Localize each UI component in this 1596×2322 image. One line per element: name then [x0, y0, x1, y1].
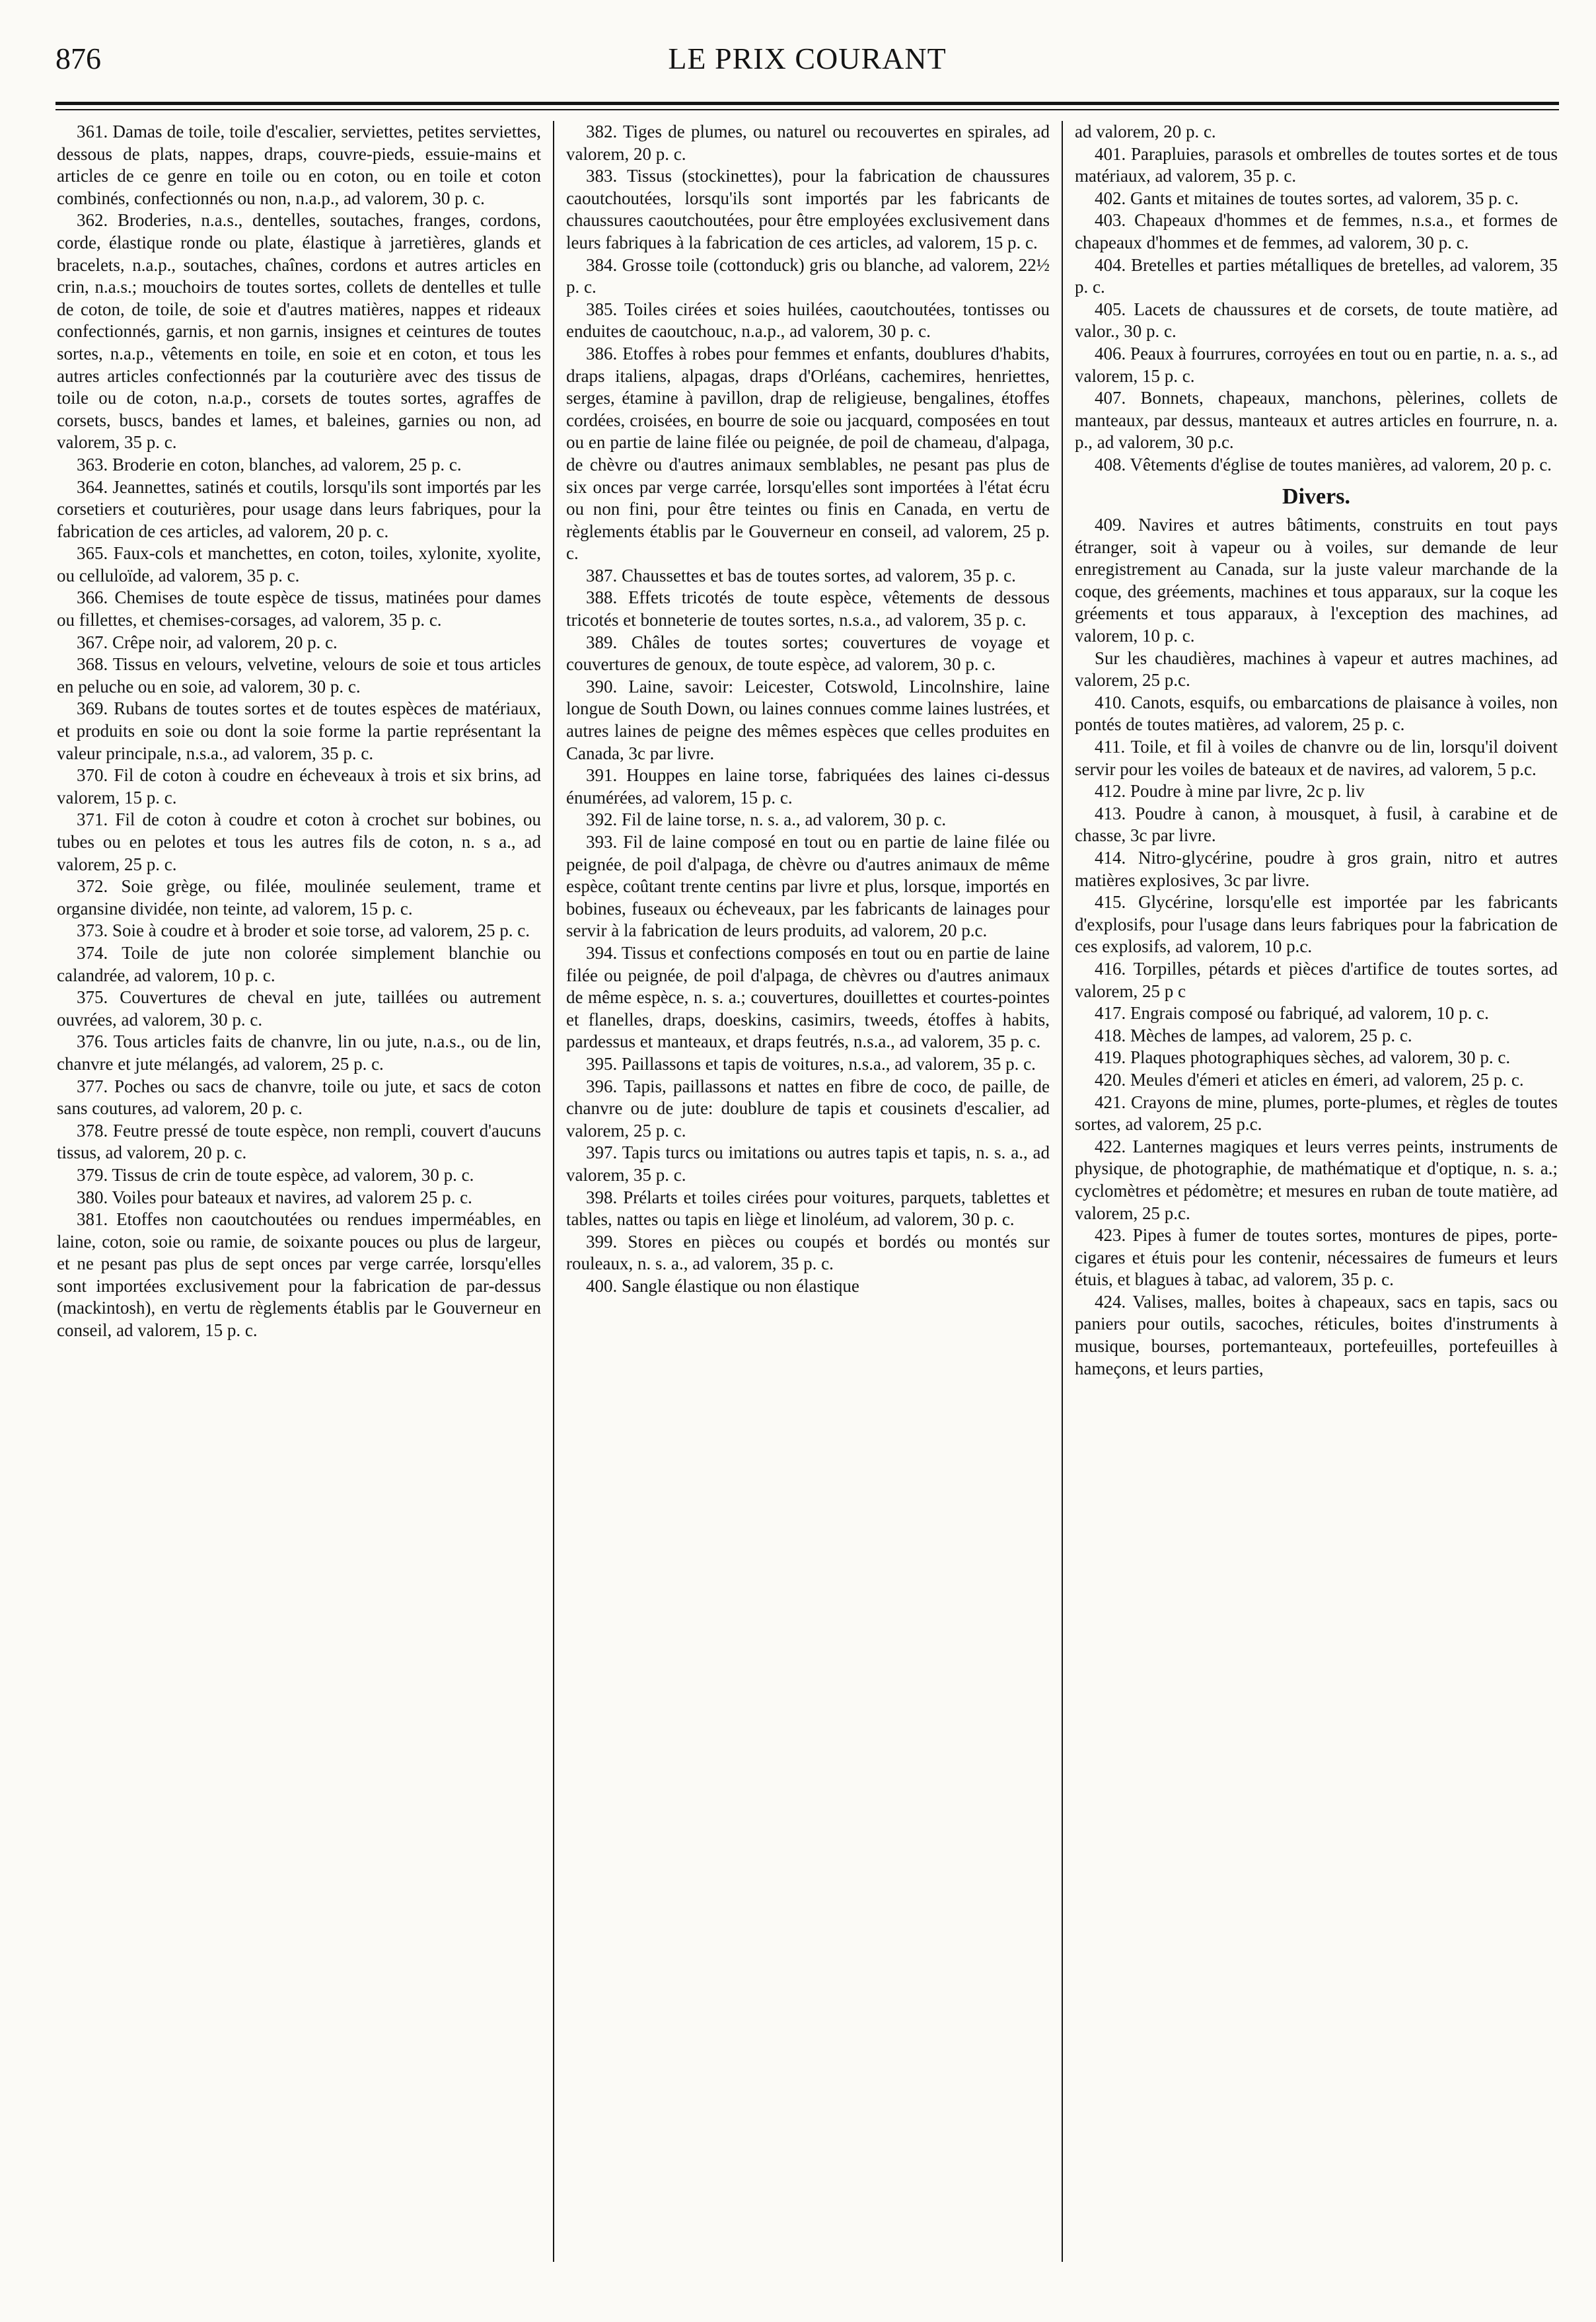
tariff-item: 394. Tissus et confections composés en tout ou en partie de laine filée ou peignée, de poil d'alpaga, de chèvres ou d'autres animaux de même espèce, n. s. a.; couvertures, douillettes et courtes-pointes et flanelles, draps, doeskins, casimirs, tweeds, étoffes à habits, pardessus et manteaux, et draps feutrés, n.s.a., ad valorem, 35 p. c.	[566, 942, 1050, 1052]
column-middle	[554, 121, 1063, 2262]
tariff-item: 403. Chapeaux d'hommes et de femmes, n.s.a., et formes de chapeaux d'hommes et de femmes, ad valorem, 30 p. c.	[1075, 210, 1558, 252]
tariff-item: 377. Poches ou sacs de chanvre, toile ou jute, et sacs de coton sans coutures, ad valorem, 20 p. c.	[57, 1076, 541, 1119]
tariff-item: 399. Stores en pièces ou coupés et bordés ou montés sur rouleaux, n. s. a., ad valorem, 35 p. c.	[566, 1231, 1050, 1274]
tariff-item: 390. Laine, savoir: Leicester, Cotswold, Lincolnshire, laine longue de South Down, ou laines connues comme laines lustrées, et autres laines de peigne des mêmes espèces que celles produites en Canada, 3c par livre.	[566, 676, 1050, 763]
tariff-item: 380. Voiles pour bateaux et navires, ad valorem 25 p. c.	[77, 1187, 472, 1207]
tariff-item: 365. Faux-cols et manchettes, en coton, toiles, xylonite, xyolite, ou celluloïde, ad valorem, 35 p. c.	[57, 543, 541, 585]
tariff-item: 414. Nitro-glycérine, poudre à gros grain, nitro et autres matières explosives, 3c par livre.	[1075, 848, 1558, 890]
tariff-item: 408. Vêtements d'église de toutes manières, ad valorem, 20 p. c.	[1095, 454, 1552, 474]
tariff-item: 382. Tiges de plumes, ou naturel ou recouvertes en spirales, ad valorem, 20 p. c.	[566, 122, 1050, 164]
tariff-item: 411. Toile, et fil à voiles de chanvre ou de lin, lorsqu'il doivent servir pour les voiles de bateaux et de navires, ad valorem, 5 p.c.	[1075, 737, 1558, 779]
tariff-item: 373. Soie à coudre et à broder et soie torse, ad valorem, 25 p. c.	[77, 920, 530, 941]
tariff-item: 367. Crêpe noir, ad valorem, 20 p. c.	[77, 632, 338, 652]
tariff-item: 396. Tapis, paillassons et nattes en fibre de coco, de paille, de chanvre ou de jute: doublure de tapis et cousinets d'escalier, ad valorem, 25 p. c.	[566, 1076, 1050, 1141]
tariff-item: 404. Bretelles et parties métalliques de bretelles, ad valorem, 35 p. c.	[1075, 254, 1558, 297]
tariff-item: 405. Lacets de chaussures et de corsets, de toute matière, ad valor., 30 p. c.	[1075, 299, 1558, 342]
column-left	[55, 121, 554, 2262]
tariff-item: 388. Effets tricotés de toute espèce, vêtements de dessous tricotés et bonneterie de toutes sortes, n.s.a., ad valorem, 35 p. c.	[566, 587, 1050, 630]
column-middle-paragraphs	[566, 121, 1050, 1297]
column-right-paragraphs-bottom	[1075, 514, 1558, 1380]
tariff-item: 415. Glycérine, lorsqu'elle est importée par les fabricants d'explosifs, pour l'usage dans leurs fabriques pour la fabrication de ces explosifs, ad valorem, 10 p.c.	[1075, 892, 1558, 957]
tariff-item: 364. Jeannettes, satinés et coutils, lorsqu'ils sont importés par les corsetiers et couturières, pour usage dans leurs fabriques, pour la fabrication de ces articles, ad valorem, 20 p. c.	[57, 476, 541, 541]
tariff-item: 372. Soie grège, ou filée, moulinée seulement, trame et organsine dividée, non teinte, ad valorem, 15 p. c.	[57, 876, 541, 918]
section-heading-divers: Divers.	[1282, 484, 1350, 509]
tariff-item: 378. Feutre pressé de toute espèce, non rempli, couvert d'aucuns tissus, ad valorem, 20 p. c.	[57, 1120, 541, 1163]
tariff-item: 402. Gants et mitaines de toutes sortes, ad valorem, 35 p. c.	[1095, 188, 1519, 208]
tariff-item: 374. Toile de jute non colorée simplement blanchie ou calandrée, ad valorem, 10 p. c.	[57, 942, 541, 985]
tariff-item: 416. Torpilles, pétards et pièces d'artifice de toutes sortes, ad valorem, 25 p c	[1075, 958, 1558, 1001]
tariff-item: 412. Poudre à mine par livre, 2c p. liv	[1095, 781, 1365, 802]
tariff-item: 386. Etoffes à robes pour femmes et enfants, doublures d'habits, draps italiens, alpagas, draps d'Orléans, cachemires, henriettes, serges, étamine à pavillon, drap de religieuse, bengalines, étoffes cordées, croisées, en bourre de soie ou jacquard, composées en tout ou en partie de laine filée ou peignée, de poil de chameau, d'alpaga, de chèvre ou d'autres animaux semblables, ne pesant pas plus de six onces par verge carrée, lorsqu'elles sont importées à l'état écru ou non fini, pour être teintes ou finis en Canada, en vertu de règlements établis par le Gouverneur en conseil, ad valorem, 25 p. c.	[566, 343, 1050, 564]
tariff-item: 423. Pipes à fumer de toutes sortes, montures de pipes, porte-cigares et étuis pour les contenir, nécessaires de fumeurs et leurs étuis, et blagues à tabac, ad valorem, 35 p. c.	[1075, 1225, 1558, 1290]
tariff-item: 363. Broderie en coton, blanches, ad valorem, 25 p. c.	[77, 454, 462, 474]
tariff-item: 406. Peaux à fourrures, corroyées en tout ou en partie, n. a. s., ad valorem, 15 p. c.	[1075, 343, 1558, 386]
tariff-item: Sur les chaudières, machines à vapeur et autres machines, ad valorem, 25 p.c.	[1075, 648, 1558, 691]
tariff-item: 362. Broderies, n.a.s., dentelles, soutaches, franges, cordons, corde, élastique ronde ou plate, élastique à jarretières, glands et bracelets, n.a.p., soutaches, chaînes, cordons et autres articles en crin, n.a.s.; mouchoirs de toutes sortes, collets de dentelles et tulle de coton, de toile, de soie et d'autres matières, nappes et rideaux confectionnés, garnis, et non garnis, insignes et ceintures de toutes sortes, n.a.p., vêtements en toile, en soie et en coton, et tous les autres articles confectionnés par la couturière avec des tissus de toile ou de coton, n.a.p., corsets de toutes sortes, agraffes de corsets, buscs, bandes et lames, et baleines, garnies ou non, ad valorem, 35 p. c.	[57, 210, 541, 453]
tariff-item: 397. Tapis turcs ou imitations ou autres tapis et tapis, n. s. a., ad valorem, 35 p. c.	[566, 1142, 1050, 1185]
tariff-item: 393. Fil de laine composé en tout ou en partie de laine filée ou peignée, de poil d'alpaga, de chèvre ou d'autres animaux de même espèce, coûtant trente centins par livre et plus, lorsque, importés en bobines, fuseaux ou écheveaux, par les fabricants de lainages pour servir à la fabrication de leurs produits, ad valorem, 20 p.c.	[566, 832, 1050, 941]
tariff-item: 369. Rubans de toutes sortes et de toutes espèces de matériaux, et produits en soie ou dont la soie forme la partie représentant la valeur principale, n.s.a., ad valorem, 35 p. c.	[57, 698, 541, 763]
tariff-item: 407. Bonnets, chapeaux, manchons, pèlerines, collets de manteaux, par dessus, manteaux et autres articles en fourrure, n. a. p., ad valorem, 30 p.c.	[1075, 388, 1558, 453]
tariff-item: 381. Etoffes non caoutchoutées ou rendues imperméables, en laine, coton, soie ou ramie, de soixante pouces ou plus de largeur, et ne pesant pas plus de sept onces par verge carrée, lorsqu'elles sont importées exclusivement pour la fabrication de par-dessus (mackintosh), en vertu de règlements établis par le Gouverneur en conseil, ad valorem, 15 p. c.	[57, 1209, 541, 1341]
tariff-item: 389. Châles de toutes sortes; couvertures de voyage et couvertures de genoux, de toute espèce, ad valorem, 30 p. c.	[566, 632, 1050, 675]
tariff-item: 391. Houppes en laine torse, fabriquées des laines ci-dessus énumérées, ad valorem, 15 p. c.	[566, 765, 1050, 807]
page-header	[55, 41, 1559, 89]
tariff-item: 413. Poudre à canon, à mousquet, à fusil, à carabine et de chasse, 3c par livre.	[1075, 803, 1558, 846]
tariff-item: 409. Navires et autres bâtiments, construits en tout pays étranger, soit à vapeur ou à voiles, sur demande de leur enregistrement au Canada, sur la juste valeur marchande de la coque, des gréements, machines et tous apparaux, sur la coque les gréements et tous apparaux, à l'exception des machines, ad valorem, 10 p. c.	[1075, 515, 1558, 646]
tariff-item: 421. Crayons de mine, plumes, porte-plumes, et règles de toutes sortes, ad valorem, 25 p.c.	[1075, 1092, 1558, 1135]
tariff-item: 375. Couvertures de cheval en jute, taillées ou autrement ouvrées, ad valorem, 30 p. c.	[57, 987, 541, 1030]
tariff-item: 400. Sangle élastique ou non élastique	[586, 1275, 859, 1296]
column-left-paragraphs	[57, 121, 541, 1342]
header-rule-thick	[55, 102, 1559, 105]
tariff-item: 398. Prélarts et toiles cirées pour voitures, parquets, tablettes et tables, nattes ou tapis en liège et linoléum, ad valorem, 30 p. c.	[566, 1187, 1050, 1230]
tariff-item: 395. Paillassons et tapis de voitures, n.s.a., ad valorem, 35 p. c.	[586, 1053, 1036, 1074]
tariff-item: 418. Mèches de lampes, ad valorem, 25 p. c.	[1095, 1025, 1412, 1045]
tariff-item: 383. Tissus (stockinettes), pour la fabrication de chaussures caoutchoutées, lorsqu'ils sont importés par les fabricants de chaussures caoutchoutées, pour être employées exclusivement dans leurs fabriques à la fabrication de ces articles, ad valorem, 15 p. c.	[566, 166, 1050, 252]
tariff-item: 370. Fil de coton à coudre en écheveaux à trois et six brins, ad valorem, 15 p. c.	[57, 765, 541, 807]
page-number: 876	[55, 42, 101, 75]
tariff-item: ad valorem, 20 p. c.	[1075, 122, 1216, 141]
tariff-item: 419. Plaques photographiques sèches, ad valorem, 30 p. c.	[1095, 1047, 1511, 1068]
tariff-item: 368. Tissus en velours, velvetine, velours de soie et tous articles en peluche ou en soie, ad valorem, 30 p. c.	[57, 654, 541, 696]
tariff-item: 371. Fil de coton à coudre et coton à crochet sur bobines, ou tubes ou en pelotes et tous les autres fils de coton, n. s a., ad valorem, 25 p. c.	[57, 809, 541, 874]
tariff-item: 420. Meules d'émeri et aticles en émeri, ad valorem, 25 p. c.	[1095, 1069, 1524, 1090]
tariff-item: 384. Grosse toile (cottonduck) gris ou blanche, ad valorem, 22½ p. c.	[566, 254, 1050, 297]
tariff-item: 392. Fil de laine torse, n. s. a., ad valorem, 30 p. c.	[586, 809, 947, 830]
tariff-item: 422. Lanternes magiques et leurs verres peints, instruments de physique, de photographie, de mathématique et d'optique, n. s. a.; cyclomètres et pédomètre; et mesures en ruban de toute matière, ad valorem, 25 p.c.	[1075, 1136, 1558, 1223]
tariff-item: 410. Canots, esquifs, ou embarcations de plaisance à voiles, non pontés de toutes matières, ad valorem, 25 p. c.	[1075, 692, 1558, 735]
text-columns	[55, 121, 1559, 2262]
tariff-item: 417. Engrais composé ou fabriqué, ad valorem, 10 p. c.	[1095, 1003, 1489, 1024]
column-right	[1063, 121, 1559, 2262]
header-rule-thin	[55, 109, 1559, 110]
tariff-item: 385. Toiles cirées et soies huilées, caoutchoutées, tontisses ou enduites de caoutchouc, n.a.p., ad valorem, 30 p. c.	[566, 299, 1050, 342]
tariff-item: 424. Valises, malles, boites à chapeaux, sacs en tapis, sacs ou paniers pour outils, sacoches, réticules, boites d'instruments à musique, bourses, portemanteaux, portefeuilles, portefeuilles à hameçons, et leurs parties,	[1075, 1291, 1558, 1378]
column-right-paragraphs-top	[1075, 121, 1558, 476]
tariff-item: 366. Chemises de toute espèce de tissus, matinées pour dames ou fillettes, et chemises-corsages, ad valorem, 35 p. c.	[57, 587, 541, 630]
tariff-item: 361. Damas de toile, toile d'escalier, serviettes, petites serviettes, dessous de plats, nappes, draps, couvre-pieds, essuie-mains et articles de ce genre en toile ou en coton, ou en toile et coton combinés, confectionnés ou non, n.a.p., ad valorem, 30 p. c.	[57, 122, 541, 208]
tariff-item: 387. Chaussettes et bas de toutes sortes, ad valorem, 35 p. c.	[586, 565, 1016, 585]
tariff-item: 379. Tissus de crin de toute espèce, ad valorem, 30 p. c.	[77, 1164, 474, 1185]
running-title: LE PRIX COURANT	[668, 42, 947, 75]
tariff-item: 401. Parapluies, parasols et ombrelles de toutes sortes et de tous matériaux, ad valorem, 35 p. c.	[1075, 143, 1558, 186]
tariff-item: 376. Tous articles faits de chanvre, lin ou jute, n.a.s., ou de lin, chanvre et jute mélangés, ad valorem, 25 p. c.	[57, 1031, 541, 1074]
